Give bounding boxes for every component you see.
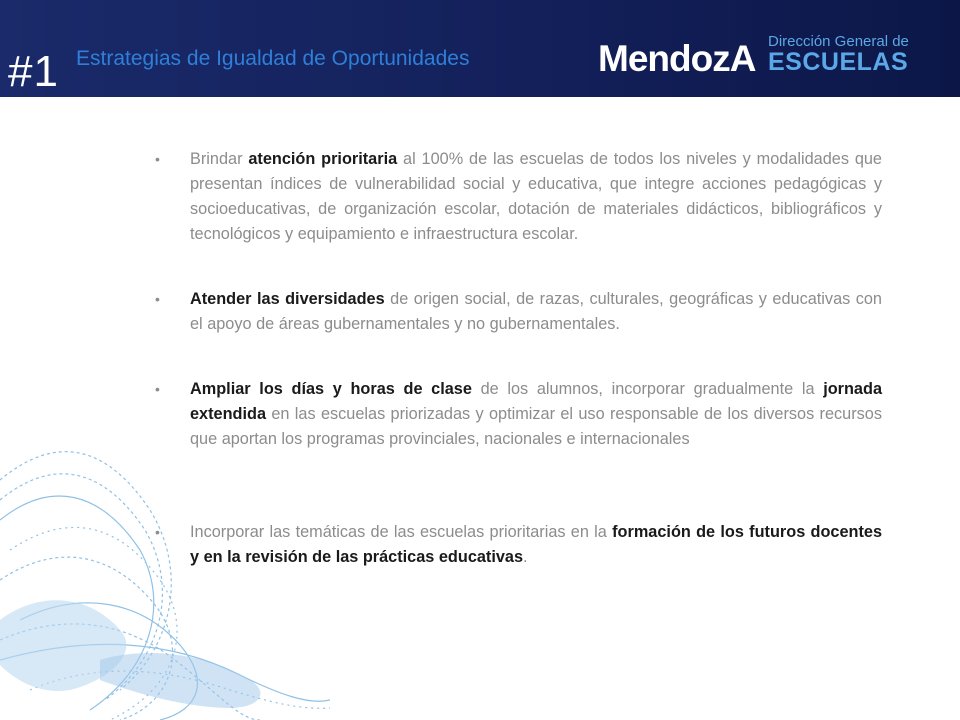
bullet-item: [150, 377, 882, 452]
bullet-dot-icon: •: [155, 524, 160, 540]
logo-subtitle: Dirección General de: [768, 33, 909, 50]
body-text: al 100% de las escuelas de todos los niveles y modalidades que presentan índices de vulnerabilidad social y educativa, que integre acciones pedagógicas y socioeducativas, de organización escolar, dotación de materiales didácticos, bibliográficos y tecnológicos y equipamiento e infraestructura escolar.: [190, 150, 882, 243]
body-text: Brindar: [190, 150, 249, 168]
bullet-dot-icon: •: [155, 381, 160, 397]
bullet-item: [150, 287, 882, 337]
body-text: Incorporar las temáticas de las escuelas prioritarias en la: [190, 523, 613, 541]
bullet-item: [150, 520, 882, 570]
emphasis-text: Atender las diversidades: [190, 290, 385, 308]
slide-header: [0, 0, 960, 97]
mendoza-escuelas-logo: [598, 28, 938, 88]
emphasis-text: Ampliar los días y horas de clase: [190, 380, 472, 398]
slide-number: #1: [8, 47, 59, 96]
body-text: de origen social, de razas, culturales, geográficas y educativas con el apoyo de áreas gubernamentales y no gubernamentales.: [190, 290, 882, 333]
emphasis-text: formación de los futuros docentes y en la revisión de las prácticas educativas: [190, 523, 882, 566]
bullet-item: [150, 147, 882, 247]
emphasis-text: atención prioritaria: [248, 150, 398, 168]
bullet-dot-icon: •: [155, 151, 160, 167]
bullet-dot-icon: •: [155, 291, 160, 307]
body-text: en las escuelas priorizadas y optimizar el uso responsable de los diversos recursos que aportan los programas provinciales, nacionales e internacionales: [190, 405, 882, 448]
emphasis-text: jornada extendida: [190, 380, 882, 423]
logo-main-text: MendozA: [598, 38, 756, 79]
logo-escuelas: ESCUELAS: [768, 48, 909, 76]
bullet-list: [150, 147, 882, 570]
slide-title: Estrategias de Igualdad de Oportunidades: [76, 47, 470, 70]
body-text: de los alumnos, incorporar gradualmente la: [471, 380, 824, 398]
body-text: .: [523, 548, 528, 566]
